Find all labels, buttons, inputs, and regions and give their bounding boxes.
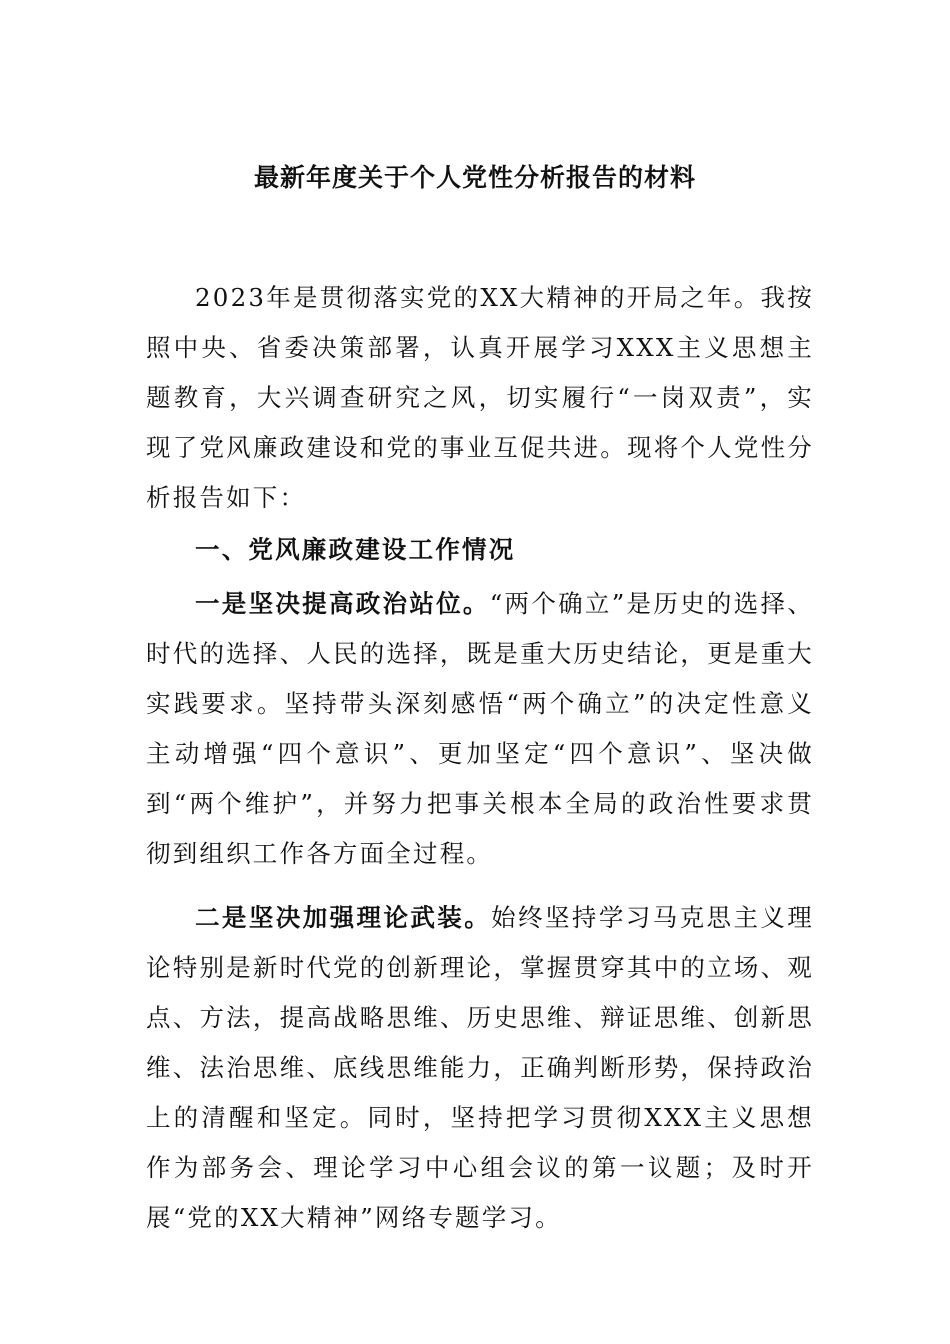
item-2-text: 始终坚持学习马克思主义理论特别是新时代党的创新理论，掌握贯穿其中的立场、观点、方法，提高战略思维、历史思维、辩证思维、创新思维、法治思维、底线思维能力，正确判断形势，保持政治上的清醒和坚定。同时，坚持把学习贯彻XXX主义思想作为部务会、理论学习中心组会议的第一议题；及时开展“党的XX大精神”网络专题学习。	[146, 903, 815, 1232]
section-heading: 一、党风廉政建设工作情况	[195, 535, 516, 564]
item-2-paragraph	[146, 893, 814, 1243]
item-2-lead: 二是坚决加强理论武装。	[195, 903, 492, 932]
item-1-text: “两个确立”是历史的选择、时代的选择、人民的选择，既是重大历史结论，更是重大实践要求。坚持带头深刻感悟“两个确立”的决定性意义主动增强“四个意识”、更加坚定“四个意识”、坚决做到“两个维护”，并努力把事关根本全局的政治性要求贯彻到组织工作各方面全过程。	[146, 589, 815, 868]
item-1-paragraph	[146, 579, 814, 879]
document-title: 最新年度关于个人党性分析报告的材料	[253, 163, 696, 192]
document-body	[146, 273, 814, 1243]
item-1-lead: 一是坚决提高政治站位。	[195, 589, 490, 618]
intro-paragraph: 2023年是贯彻落实党的XX大精神的开局之年。我按照中央、省委决策部署，认真开展学习XXX主义思想主题教育，大兴调查研究之风，切实履行“一岗双责”，实现了党风廉政建设和党的事业互促共进。现将个人党性分析报告如下：	[146, 283, 814, 512]
